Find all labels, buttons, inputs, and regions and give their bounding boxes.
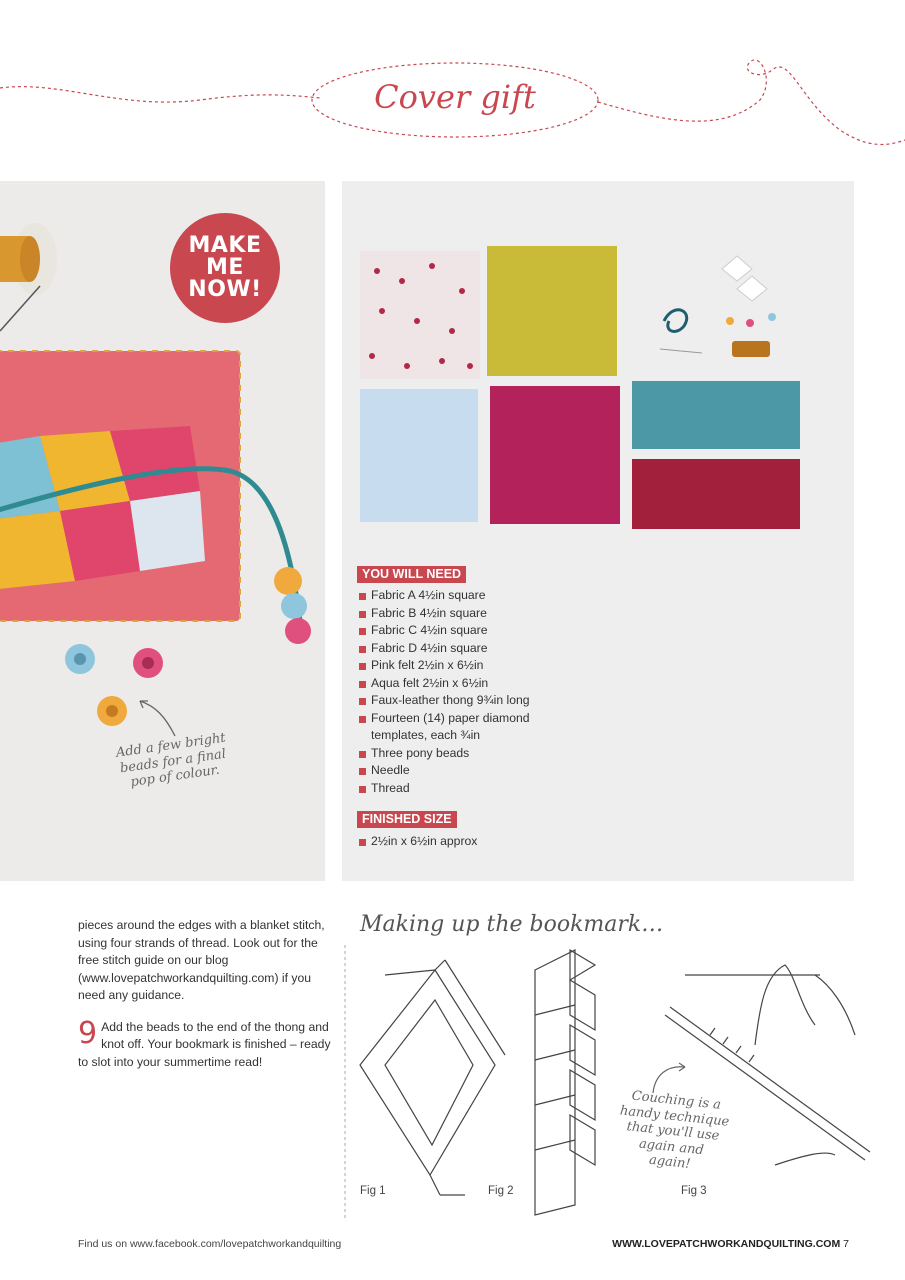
list-item: Fabric D 4½in square: [358, 640, 558, 658]
figures-illustration: [355, 945, 880, 1225]
small-notions: [660, 256, 776, 357]
fabric-b-swatch: [487, 246, 617, 376]
list-item: Pink felt 2½in x 6½in: [358, 657, 558, 675]
fabric-d-swatch: [490, 386, 620, 524]
list-item: Fourteen (14) paper diamond templates, each ¾in: [358, 710, 558, 745]
cover-gift-title: Cover gift: [374, 78, 536, 116]
step-number: 9: [78, 1015, 98, 1051]
make-me-now-badge: [170, 213, 280, 323]
materials-list: [358, 587, 558, 797]
footer-site-url: WWW.LOVEPATCHWORKANDQUILTING.COM: [612, 1238, 841, 1250]
badge-line-1: MAKE: [188, 233, 262, 258]
list-item: Aqua felt 2½in x 6½in: [358, 675, 558, 693]
instruction-paragraph: pieces around the edges with a blanket stitch, using four strands of thread. Look out for the free stitch guide on our blog (www.lovepatchworkandquilting.com) if you need any guidance.: [78, 918, 325, 1002]
fabrics-illustration: [342, 181, 854, 551]
thread-spool-icon: [0, 223, 57, 331]
step-9-text: Add the beads to the end of the thong and knot off. Your bookmark is finished – ready to slot into your summertime read!: [78, 1019, 331, 1069]
fig2-label: Fig 2: [488, 1185, 514, 1197]
list-item: Fabric B 4½in square: [358, 605, 558, 623]
footer-facebook-text: Find us on www.facebook.com/lovepatchworkandquilting: [78, 1238, 342, 1250]
list-item: Three pony beads: [358, 745, 558, 763]
instructions-text: [78, 917, 333, 1085]
finished-size-heading: FINISHED SIZE: [357, 811, 457, 828]
list-item: Fabric C 4½in square: [358, 622, 558, 640]
list-item: 2½in x 6½in approx: [358, 833, 558, 851]
step-9: [78, 1015, 333, 1072]
you-will-need-heading: YOU WILL NEED: [357, 566, 466, 583]
fig3-label: Fig 3: [681, 1185, 707, 1197]
list-item: Faux-leather thong 9¾in long: [358, 692, 558, 710]
page-number: 7: [843, 1238, 849, 1250]
list-item: Needle: [358, 762, 558, 780]
list-item: Thread: [358, 780, 558, 798]
fabric-c-swatch: [360, 389, 478, 522]
aqua-felt-swatch: [632, 381, 800, 449]
fig1-label: Fig 1: [360, 1185, 386, 1197]
fig2-strip-drawing: [535, 950, 595, 1215]
footer-site: [612, 1238, 849, 1250]
beads-note: Add a few bright beads for a final pop of colour.: [115, 730, 227, 791]
finished-size-list: [358, 833, 558, 851]
fig1-diamond-drawing: [360, 960, 505, 1195]
couching-note: Couching is a handy technique that you'll use again and again!: [619, 1088, 731, 1173]
pink-felt-swatch: [632, 459, 800, 529]
list-item: Fabric A 4½in square: [358, 587, 558, 605]
making-up-title: Making up the bookmark…: [360, 912, 664, 937]
badge-line-2: ME NOW!: [188, 255, 262, 302]
